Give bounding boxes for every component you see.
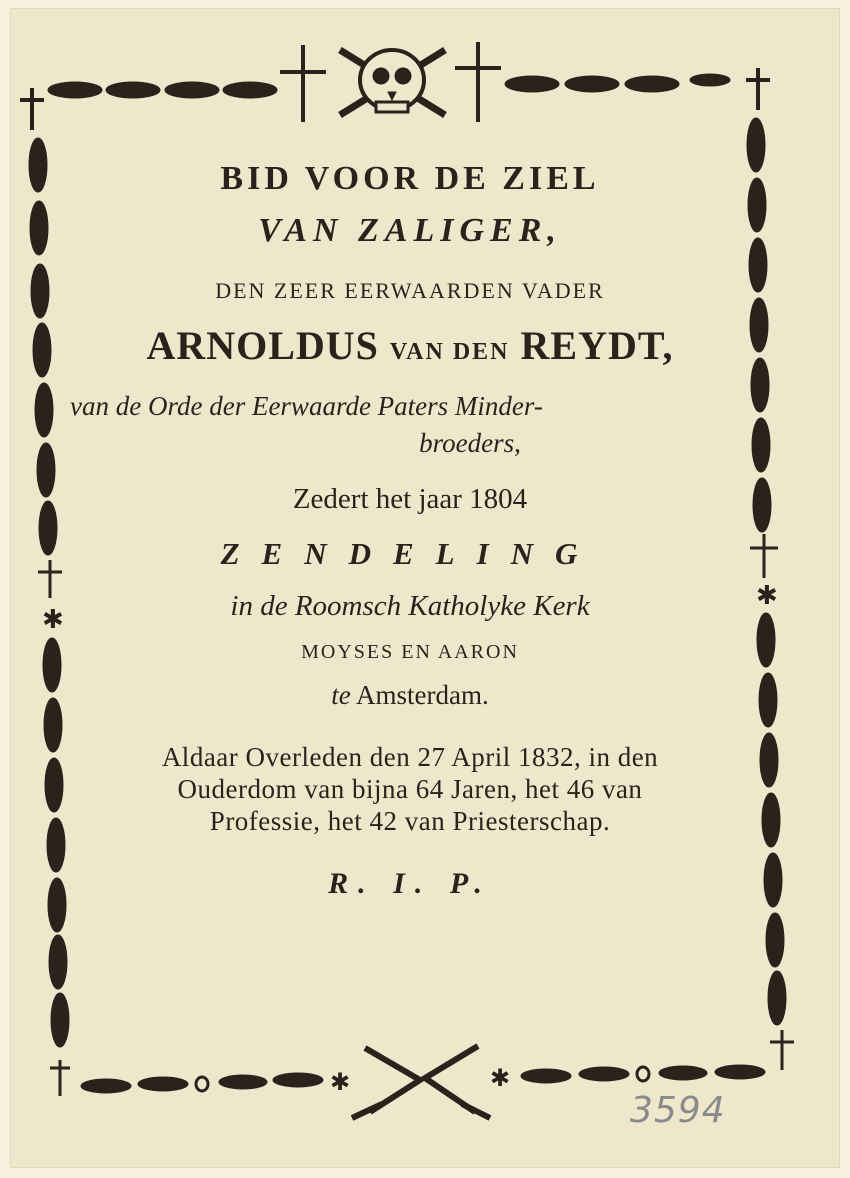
star-icon: ✱: [756, 581, 778, 611]
death-line-1: Aldaar Overleden den 27 April 1832, in den: [161, 742, 659, 772]
city-prefix: te: [331, 680, 351, 710]
name-last: REYDT,: [520, 323, 674, 368]
church-name: MOYSES EN AARON: [301, 641, 519, 663]
catalog-number: 3594: [630, 1090, 726, 1131]
order-line-2: broeders,: [419, 428, 521, 458]
right-border-links: [747, 118, 786, 1025]
skull-icon: [340, 50, 445, 115]
crossed-torches-icon: [352, 1046, 490, 1118]
death-line-2: Ouderdom van bijna 64 Jaren, het 46 van: [177, 774, 643, 804]
deceased-name: [70, 322, 750, 369]
name-first: ARNOLDUS: [146, 323, 379, 368]
death-details: [70, 741, 750, 837]
role: ZENDELING: [220, 536, 600, 571]
order-line-1: van de Orde der Eerwaarde Paters Minder-: [70, 391, 543, 421]
star-icon: ✱: [42, 605, 64, 635]
star-icon: ✱: [490, 1064, 511, 1092]
prayer-heading: BID VOOR DE ZIEL: [220, 160, 600, 197]
star-icon: ✱: [330, 1068, 351, 1096]
honorific: DEN ZEER EERWAARDEN VADER: [215, 278, 605, 303]
deceased-intro: VAN ZALIGER,: [258, 212, 562, 249]
since-year: Zedert het jaar 1804: [292, 483, 528, 515]
death-line-3: Professie, het 42 van Priesterschap.: [209, 806, 611, 836]
church-line: in de Roomsch Katholyke Kerk: [230, 590, 590, 622]
city-line: [70, 680, 750, 711]
name-mid: VAN DEN: [389, 339, 510, 365]
city: Amsterdam.: [356, 680, 489, 710]
memorial-text: [70, 160, 750, 901]
rip: R. I. P.: [328, 867, 492, 900]
